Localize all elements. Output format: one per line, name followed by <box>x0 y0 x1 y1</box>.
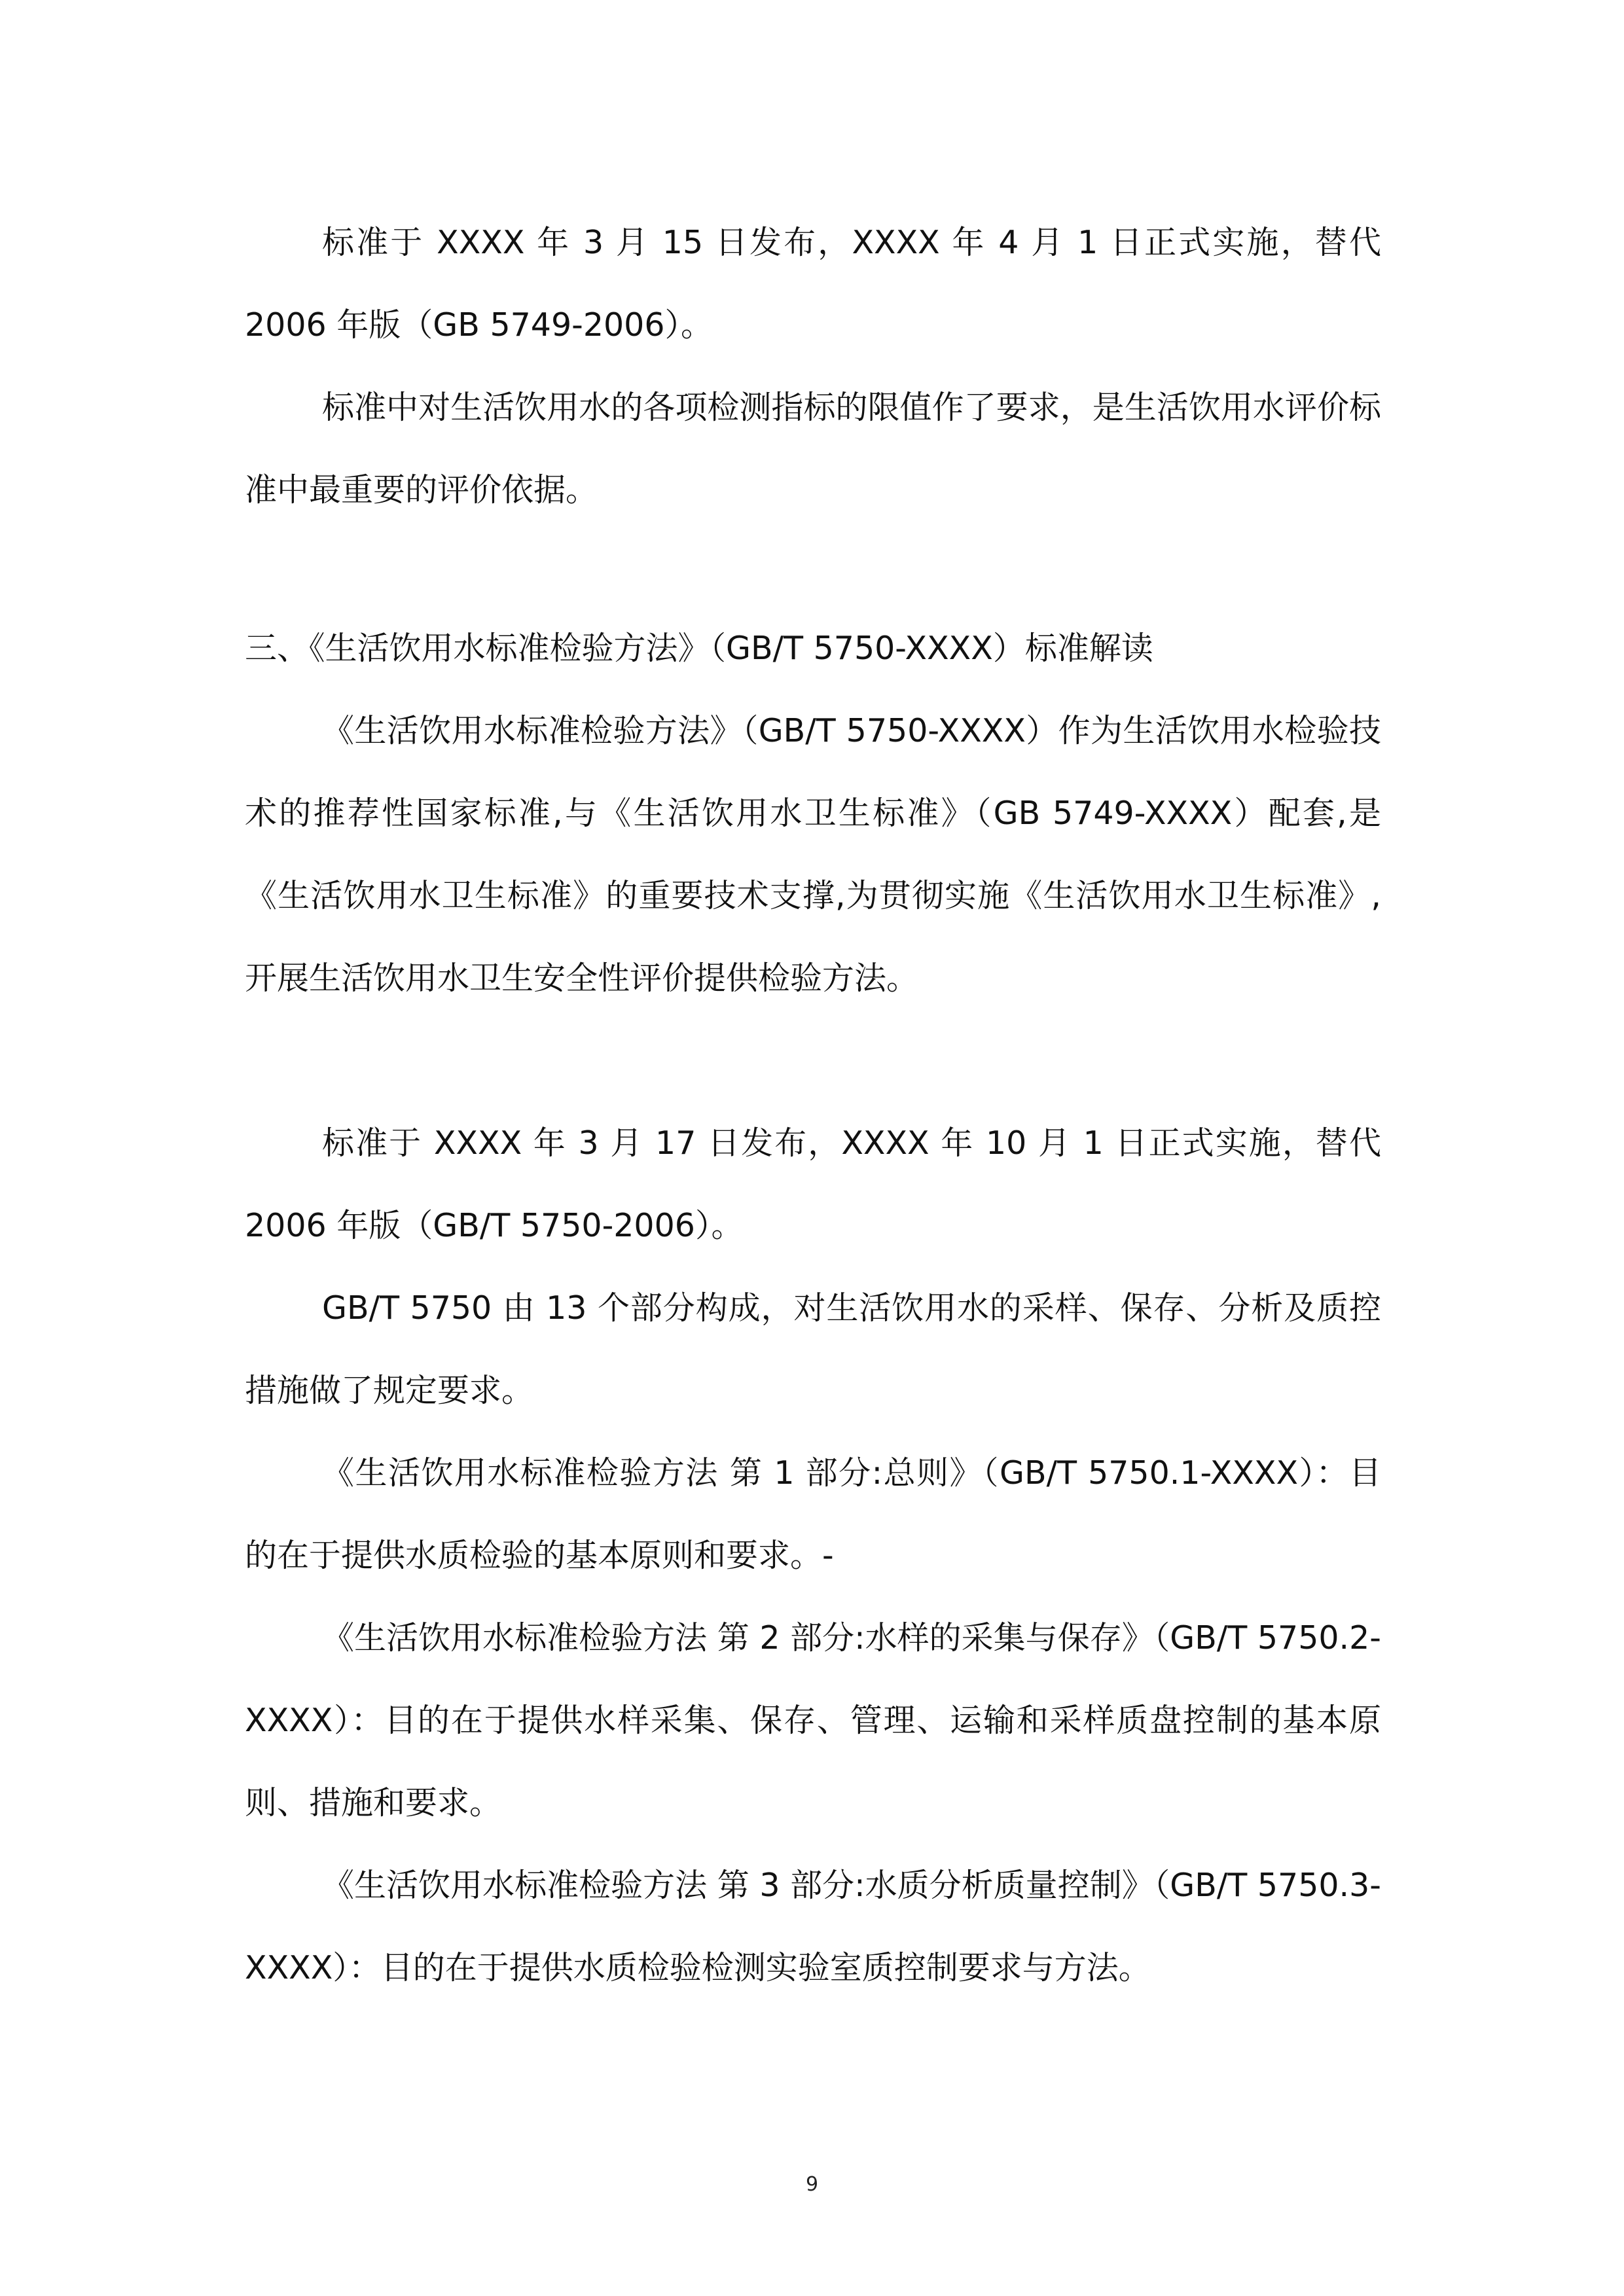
paragraph-part1-general: 《生活饮用水标准检验方法 第 1 部分:总则》（GB/T 5750.1-XXXX）：目的在于提供水质检验的基本原则和要求。- <box>245 1454 1381 1574</box>
paragraph-gbt5750-parts: GB/T 5750 由 13 个部分构成，对生活饮用水的采样、保存、分析及质控措施做了规定要求。 <box>245 1289 1381 1409</box>
paragraph-part3-quality-control: 《生活饮用水标准检验方法 第 3 部分:水质分析质量控制》（GB/T 5750.3-XXXX）：目的在于提供水质检验检测实验室质控制要求与方法。 <box>245 1867 1381 1986</box>
paragraph-gbt5750-release: 标准于 XXXX 年 3 月 17 日发布，XXXX 年 10 月 1 日正式实施，替代 2006 年版（GB/T 5750-2006）。 <box>245 1124 1381 1244</box>
paragraph-gb5749-importance: 标准中对生活饮用水的各项检测指标的限值作了要求，是生活饮用水评价标准中最重要的评价依据。 <box>245 389 1381 509</box>
paragraph-gbt5750-intro: 《生活饮用水标准检验方法》（GB/T 5750-XXXX）作为生活饮用水检验技术的推荐性国家标准,与《生活饮用水卫生标准》（GB 5749-XXXX）配套,是《生活饮用水卫生标准》的重要技术支撑,为贯彻实施《生活饮用水卫生标准》,开展生活饮用水卫生安全性评价提供检验方法。 <box>245 712 1381 997</box>
page-number: 9 <box>805 2173 819 2196</box>
section-heading-three: 三、《生活饮用水标准检验方法》（GB/T 5750-XXXX）标准解读 <box>245 630 1153 667</box>
paragraph-part2-sampling: 《生活饮用水标准检验方法 第 2 部分:水样的采集与保存》（GB/T 5750.2-XXXX）：目的在于提供水样采集、保存、管理、运输和采样质盘控制的基本原则、措施和要求。 <box>245 1619 1381 1821</box>
paragraph-gb5749-release: 标准于 XXXX 年 3 月 15 日发布，XXXX 年 4 月 1 日正式实施，替代 2006 年版（GB 5749-2006）。 <box>245 224 1381 344</box>
